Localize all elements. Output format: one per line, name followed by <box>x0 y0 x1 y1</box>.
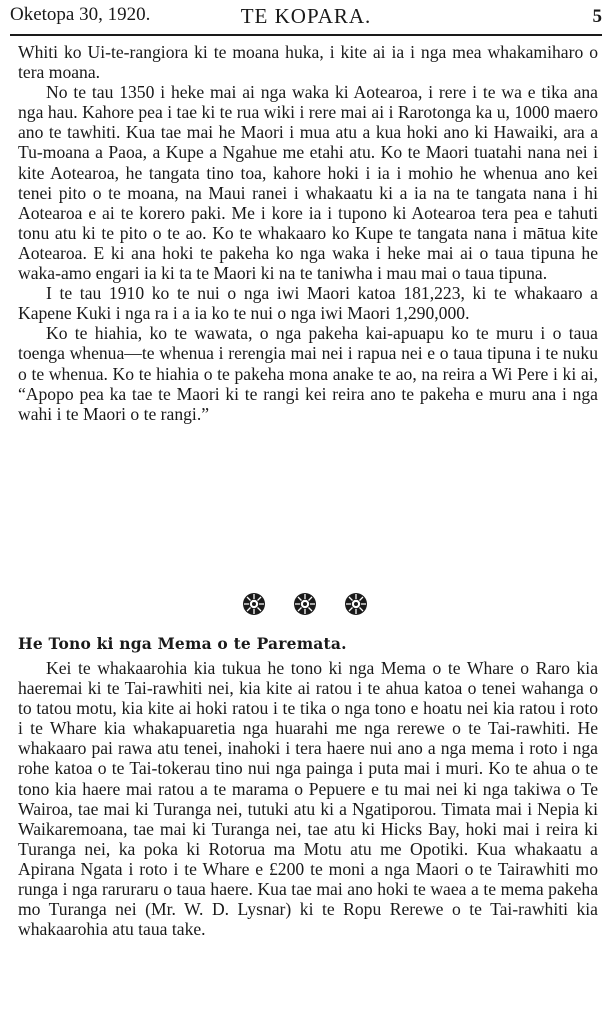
page-header <box>10 4 602 28</box>
paragraph: Kei te whakaarohia kia tukua he tono ki nga Mema o te Whare o Raro kia haeremai ki te Tai-rawhiti nei, kia kite ai ratou i te ahua katoa o tenei wahanga o to tatou motu, kia kite ai hoki ratou i te tika o nga tono e hoatu nei kia ratou i roto i te Whare kia whakapuaretia nga huarahi me nga rerewe o te Tai-rawhiti. He whakaaro pai rawa atu tenei, inahoki i tera haere nui ano a nga mema i roto i nga rohe katoa o te Tai-tokerau tino nui nga painga i puta mai i muri. Ko te ahua o te tono kia haere mai ratou a te marama o Pepuere e tu mai nei ki nga takiwa o Te Wairoa, tae mai ki Turanga nei, tutuki atu ki a Ngatiporou. Timata mai i Nepia ki Waikaremoana, tae mai ki Turanga nei, tae atu ki Hicks Bay, hoki mai i reira ki Turanga nei, ka poka ki Rotorua ma Motu atu me Opotiki. Kua whakaatu a Apirana Ngata i roto i te Whare e £200 te moni a nga Maori o te Tairawhiti mo runga i nga raruraru o taua haere. Kua tae mai ano hoki te waea a te mema pakeha mo Turanga nei (Mr. W. D. Lysnar) ki te Ropu Rerewe o te Tai-rawhiti kia whakaarohia atu taua take. <box>18 658 598 940</box>
section-heading: He Tono ki nga Mema o te Paremata. <box>18 634 347 653</box>
page-number: 5 <box>592 6 602 27</box>
flower-ornament-icon <box>344 592 368 616</box>
paragraph: Whiti ko Ui-te-rangiora ki te moana huka, i kite ai ia i nga mea whakamiharo o tera moana. <box>18 42 598 83</box>
flower-ornament-icon <box>242 592 266 616</box>
article-continuation <box>18 42 598 424</box>
section-divider <box>0 592 610 616</box>
flower-ornament-icon <box>293 592 317 616</box>
paragraph: No te tau 1350 i heke mai ai nga waka ki Aotearoa, i rere i te wa e tika ana nga hau. Kahore pea i tae ki te rua wiki i rere mai ai i Rarotonga ka u, 1000 maero ano te tawhiti. Kua tae mai he Maori i mua atu a kua hoki ano ki Hawaiki, ara a Tu-moana a Paoa, a Kupe a Ngahue me etahi atu. Ko te Maori tuatahi nana nei i kite Aotearoa, he tangata tino toa, kahore hoki i ia i mohio he whenua ano kei tenei pito o te moana, na Maui ranei i whakaatu ki a ia na te tangata nana i hi Aotearoa e ai te korero paki. Me i kore ia i tupono ki Aotearoa tera pea e tahuti tonu atu ki te pito o te ao. Ko te whakaaro ko Kupe te tangata nana i mātua kite Aotearoa. E ki ana hoki te pakeha ko nga waka i heke mai ai o taua tipuna he waka-amo engari ia ki ta te Maori ki na te taniwha i mau mai o taua tipuna. <box>18 82 598 284</box>
section-body <box>18 658 598 939</box>
issue-date: Oketopa 30, 1920. <box>10 4 151 25</box>
paragraph: Ko te hiahia, ko te wawata, o nga pakeha kai-apuapu ko te muru i o taua toenga whenua—te whenua i rerengia mai nei i rapua nei e o taua tipuna i te nuku o te whenua. Ko te hiahia o te pakeha mona anake te ao, na reira a Wi Pere i ki ai, “Apopo pea ka tae te Maori ki te rangi kei reira ano te pakeha e muru ana i nga wahi i te Maori o te rangi.” <box>18 323 598 424</box>
masthead-title: TE KOPARA. <box>240 4 372 28</box>
paragraph: I te tau 1910 ko te nui o nga iwi Maori katoa 181,223, ki te whakaaro a Kapene Kuki i nga ra i a ia ko te nui o nga iwi Maori 1,290,000. <box>18 283 598 324</box>
header-rule <box>10 34 602 36</box>
